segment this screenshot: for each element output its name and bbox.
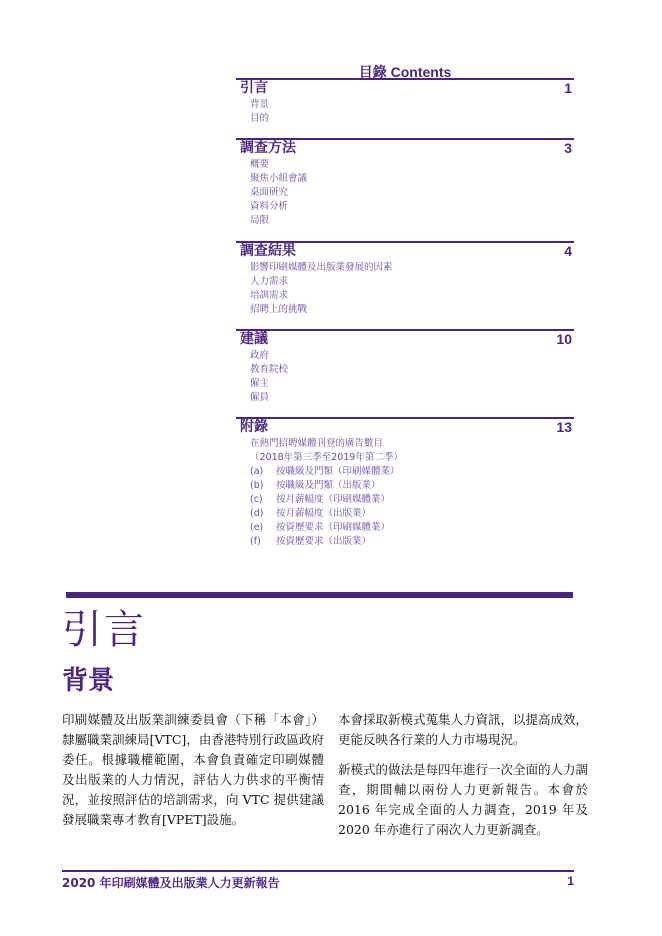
toc-item-label: (b) — [250, 480, 264, 491]
toc-section-title[interactable]: 建議 — [240, 331, 268, 347]
toc-item-label: (d) — [250, 508, 264, 519]
toc-item[interactable] — [250, 437, 574, 451]
toc-section-page: 1 — [564, 80, 572, 96]
toc-item[interactable] — [250, 186, 574, 200]
toc-section-header — [236, 419, 574, 437]
toc-item[interactable] — [250, 261, 574, 275]
toc-item-text: 僱員 — [250, 392, 270, 403]
left-column — [62, 710, 324, 840]
toc-section-title[interactable]: 附錄 — [240, 419, 268, 435]
toc-section-header — [236, 140, 574, 158]
toc-item-list — [236, 437, 574, 549]
toc-item-text: 聚焦小組會議 — [250, 173, 308, 184]
toc-item[interactable] — [250, 507, 574, 521]
footer-title: 2020 年印刷媒體及出版業人力更新報告 — [62, 876, 280, 890]
paragraph: 本會採取新模式蒐集人力資訊，以提高成效，更能反映各行業的人力市場現況。 — [338, 712, 589, 747]
toc-item-text: 培訓需求 — [250, 290, 289, 301]
toc-section-header — [236, 243, 574, 261]
toc-item[interactable] — [250, 521, 574, 535]
toc-item-text: 桌面研究 — [250, 187, 289, 198]
toc-item-list — [236, 349, 574, 405]
right-column — [338, 710, 588, 850]
toc-item[interactable] — [250, 363, 574, 377]
toc-section — [236, 78, 574, 126]
toc-section-title[interactable]: 調查結果 — [240, 243, 296, 259]
paragraph: 新模式的做法是每四年進行一次全面的人力調查，期間輔以兩份人力更新報告。本會於 2016 年完成全面的人力調查，2019 年及 2020 年亦進行了兩次人力更新調查。 — [338, 762, 589, 837]
toc-item-list — [236, 98, 574, 126]
toc-item[interactable] — [250, 214, 574, 228]
toc-item[interactable] — [250, 158, 574, 172]
toc-section — [236, 138, 574, 228]
toc-item-text: 按月薪幅度（出版業） — [276, 508, 372, 519]
toc-section-title[interactable]: 調查方法 — [240, 140, 296, 156]
toc-item[interactable] — [250, 275, 574, 289]
toc-item[interactable] — [250, 465, 574, 479]
toc-section — [236, 329, 574, 405]
toc-section-header — [236, 80, 574, 98]
toc-item-text: 按職級及門類（印刷媒體業） — [276, 466, 400, 477]
toc-item-label: (a) — [250, 466, 264, 477]
toc-item-text: 按資歷要求（印刷媒體業） — [276, 522, 391, 533]
toc-item-label: (c) — [250, 494, 263, 505]
toc-item[interactable] — [250, 391, 574, 405]
toc-item-text: 按月薪幅度（印刷媒體業） — [276, 494, 391, 505]
toc-item-text: 政府 — [250, 350, 270, 361]
toc-item-text: 教育院校 — [250, 364, 289, 375]
toc-item-list — [236, 261, 574, 317]
toc-section-page: 13 — [556, 419, 572, 435]
toc-item-text: 資料分析 — [250, 201, 289, 212]
toc-item-text: 影響印刷媒體及出版業發展的因素 — [250, 262, 393, 273]
toc-item[interactable] — [250, 289, 574, 303]
toc-item-text: 按職級及門類（出版業） — [276, 480, 381, 491]
toc-item-text: （2018年第三季至2019年第二季） — [250, 452, 403, 463]
toc-item-text: 按資歷要求（出版業） — [276, 536, 372, 547]
toc-title: 目錄 Contents — [358, 64, 452, 80]
toc-section-page: 10 — [556, 331, 572, 347]
toc-item-list — [236, 158, 574, 228]
toc-item[interactable] — [250, 200, 574, 214]
toc-item-text: 僱主 — [250, 378, 270, 389]
toc-section-title[interactable]: 引言 — [240, 80, 268, 96]
page-number: 1 — [567, 874, 574, 888]
toc-section-page: 4 — [564, 243, 572, 259]
toc-item-text: 目的 — [250, 113, 270, 124]
toc-section-header — [236, 331, 574, 349]
section-divider — [66, 592, 573, 598]
section-subheading: 背景 — [62, 666, 115, 696]
footer-divider — [62, 870, 574, 872]
toc-item[interactable] — [250, 377, 574, 391]
toc-item[interactable] — [250, 535, 574, 549]
paragraph: 印刷媒體及出版業訓練委員會（下稱「本會」）隸屬職業訓練局[VTC]，由香港特別行政區政府委任。根據職權範圍，本會負責確定印刷媒體及出版業的人力情況，評估人力供求的平衡情況，並按照評估的培訓需求，向 VTC 提供建議發展職業專才教育[VPET]設施。 — [62, 712, 324, 827]
toc-item-label: (f) — [250, 536, 261, 547]
toc-item-text: 概要 — [250, 159, 270, 170]
toc-item[interactable] — [250, 303, 574, 317]
toc-section — [236, 417, 574, 549]
toc-item[interactable] — [250, 349, 574, 363]
page-heading: 引言 — [62, 607, 146, 653]
toc-item-text: 局限 — [250, 215, 270, 226]
toc-section — [236, 241, 574, 317]
toc-item[interactable] — [250, 493, 574, 507]
toc-item-text: 招聘上的挑戰 — [250, 304, 308, 315]
toc-item-text: 在熱門招聘媒體刊登的廣告數目 — [250, 438, 384, 449]
toc-item[interactable] — [250, 112, 574, 126]
toc-section-page: 3 — [564, 140, 572, 156]
toc-item-label: (e) — [250, 522, 264, 533]
toc-item-text: 人力需求 — [250, 276, 289, 287]
toc-item[interactable] — [250, 98, 574, 112]
toc-item-text: 背景 — [250, 99, 270, 110]
toc-item[interactable] — [250, 451, 574, 465]
toc-item[interactable] — [250, 479, 574, 493]
toc-item[interactable] — [250, 172, 574, 186]
